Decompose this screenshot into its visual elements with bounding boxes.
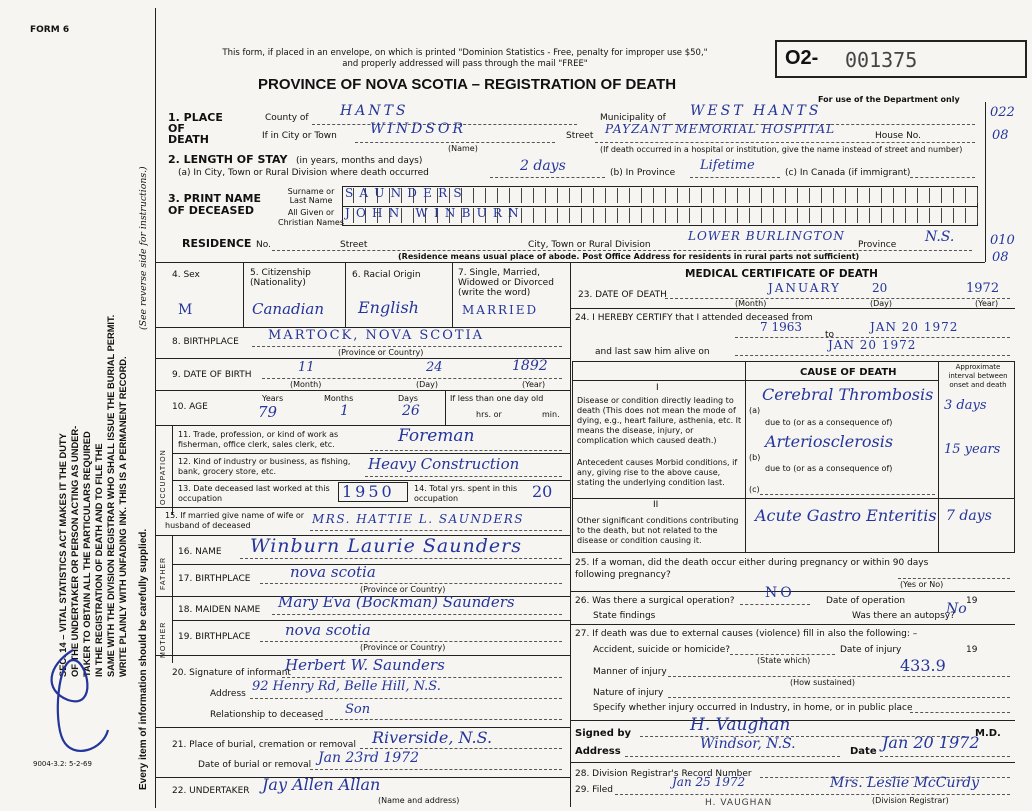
signed-value[interactable]: H. Vaughan bbox=[690, 715, 791, 735]
state-findings: State findings bbox=[593, 611, 656, 621]
occupation-side: OCCUPATION bbox=[160, 449, 167, 505]
dob-label: 9. DATE OF BIRTH bbox=[172, 370, 252, 380]
spouse-label: 15. If married give name of wife or husband of deceased bbox=[165, 511, 305, 530]
birthplace-line bbox=[252, 346, 562, 347]
residence-hint: (Residence means usual place of abode. Post Office Address for residents in rural parts not sufficient) bbox=[398, 252, 860, 261]
q29-line bbox=[615, 794, 1010, 795]
total-years-label: 14. Total yrs. spent in this occupation bbox=[414, 484, 518, 503]
street-label: Street bbox=[566, 131, 594, 141]
last-worked-label: 13. Date deceased last worked at this occupation bbox=[178, 484, 330, 503]
undertaker-value[interactable]: Jay Allen Allan bbox=[262, 775, 381, 794]
deceased-label: 3. PRINT NAME OF DECEASED bbox=[168, 192, 262, 217]
hospital-hint: (If death occurred in a hospital or institution, give the name instead of street and number) bbox=[600, 145, 963, 154]
direct-label: Disease or condition directly leading to death (This does not mean the mode of dying, e.g., heart failure, asthenia, etc. It means the disease, injury, or complication which caused death.) bbox=[577, 396, 742, 445]
county-label: County of bbox=[265, 113, 309, 123]
marital-value[interactable]: MARRIED bbox=[462, 303, 539, 317]
sex-value[interactable]: M bbox=[178, 302, 193, 318]
autopsy-label: Was there an autopsy? bbox=[852, 611, 955, 621]
rel-line bbox=[315, 719, 562, 720]
other-label: Other significant conditions contributing to the death, but not related to the disease or condition causing it. bbox=[577, 516, 739, 545]
burial-date-label: Date of burial or removal bbox=[198, 760, 312, 770]
informant-line bbox=[282, 677, 562, 678]
side-line-4: IN THE REGISTRATION OF DEATH AND TO FILE THE bbox=[94, 443, 104, 677]
mother-bp-hint: (Province or Country) bbox=[360, 643, 446, 652]
mother-name-label: 18. MAIDEN NAME bbox=[178, 605, 261, 615]
attended-from[interactable]: 7 1963 bbox=[760, 320, 802, 334]
surname-value[interactable]: SAUNDERS bbox=[345, 186, 468, 200]
informant-addr-label: Address bbox=[210, 689, 246, 699]
parents-div bbox=[172, 535, 173, 663]
stay-b-value[interactable]: Lifetime bbox=[700, 158, 755, 173]
dept-column bbox=[985, 102, 986, 262]
autopsy-value[interactable]: No bbox=[946, 601, 967, 617]
div-registrar-hint: (Division Registrar) bbox=[872, 796, 949, 805]
undertaker-label: 22. UNDERTAKER bbox=[172, 786, 250, 796]
nature-label: Nature of injury bbox=[593, 688, 664, 698]
burial-place-line bbox=[360, 748, 562, 749]
trade-value[interactable]: Foreman bbox=[398, 426, 475, 446]
death-date-label: 23. DATE OF DEATH bbox=[578, 290, 667, 300]
death-month-hint: (Month) bbox=[735, 299, 767, 308]
q26-value[interactable]: NO bbox=[765, 585, 795, 601]
street-value[interactable]: PAYZANT MEMORIAL HOSPITAL bbox=[605, 122, 836, 136]
date-line bbox=[880, 756, 1010, 757]
industry-q: Specify whether injury occurred in Industry, in home, or in public place bbox=[593, 703, 913, 713]
mother-bp-label: 19. BIRTHPLACE bbox=[178, 632, 251, 642]
city-line bbox=[355, 142, 555, 143]
spouse-value[interactable]: MRS. HATTIE L. SAUNDERS bbox=[312, 512, 524, 526]
row-line-6 bbox=[172, 480, 570, 481]
age-months-label: Months bbox=[324, 394, 354, 403]
stay-label: 2. LENGTH OF STAY bbox=[168, 153, 288, 166]
row-line-4 bbox=[155, 425, 570, 426]
q26-line bbox=[740, 604, 810, 605]
informant-sig[interactable]: Herbert W. Saunders bbox=[285, 656, 445, 674]
age-years[interactable]: 79 bbox=[258, 403, 278, 421]
residence-label: RESIDENCE bbox=[182, 237, 252, 250]
signed-label: Signed by bbox=[575, 728, 632, 739]
cause-a[interactable]: Cerebral Thrombosis bbox=[762, 385, 934, 404]
q25: 25. If a woman, did the death occur either during pregnancy or within 90 days following pregnancy? bbox=[575, 558, 929, 580]
informant-addr[interactable]: 92 Henry Rd, Belle Hill, N.S. bbox=[252, 679, 441, 694]
informant-addr-line bbox=[250, 698, 562, 699]
dept-use: For use of the Department only bbox=[818, 95, 960, 104]
q27: 27. If death was due to external causes (violence) fill in also the following: – bbox=[575, 629, 918, 639]
filed-date[interactable]: Jan 25 1972 bbox=[672, 775, 746, 789]
med-line-5 bbox=[570, 762, 1015, 763]
due-to-2: due to (or as a consequence of) bbox=[765, 464, 893, 473]
nature-line bbox=[668, 697, 1010, 698]
form-number: FORM 6 bbox=[30, 25, 70, 35]
burial-label: 21. Place of burial, cremation or removal bbox=[172, 740, 356, 750]
father-name-label: 16. NAME bbox=[178, 547, 222, 557]
accident-label: Accident, suicide or homicide? bbox=[593, 645, 731, 655]
frame-left bbox=[155, 8, 156, 808]
interval-label: Approximate interval between onset and death bbox=[948, 363, 1008, 389]
yes-no-hint: (Yes or No) bbox=[900, 580, 944, 589]
med-line-4 bbox=[570, 720, 1015, 721]
age-label: 10. AGE bbox=[172, 402, 208, 412]
marital-label: 7. Single, Married, Widowed or Divorced (write the word) bbox=[458, 268, 554, 298]
dept-code-1: 022 bbox=[990, 105, 1015, 120]
antecedent-label: Antecedent causes Morbid conditions, if any, giving rise to the above cause, stating the underlying condition last. bbox=[577, 458, 738, 487]
q29: 29. Filed bbox=[575, 785, 613, 795]
citizenship-label: 5. Citizenship (Nationality) bbox=[250, 268, 311, 288]
address-label: Address bbox=[575, 746, 621, 757]
injury-date-label: Date of injury bbox=[840, 645, 902, 655]
q28: 28. Division Registrar's Record Number bbox=[575, 769, 752, 779]
accident-line bbox=[730, 654, 835, 655]
given-value[interactable]: JOHN WINBURN bbox=[345, 206, 525, 220]
col-div-1 bbox=[243, 262, 244, 327]
physician-stamp: H. VAUGHAN bbox=[705, 798, 773, 808]
birthplace-hint: (Province or Country) bbox=[338, 348, 424, 357]
father-name-line bbox=[240, 558, 562, 559]
rel-value[interactable]: Son bbox=[345, 702, 371, 717]
house-label: House No. bbox=[875, 131, 922, 141]
date-label: Date bbox=[850, 746, 877, 757]
print-code: 9004-3.2: 5-2-69 bbox=[33, 760, 92, 768]
cause-a-marker: (a) bbox=[749, 406, 761, 415]
row-line-5 bbox=[172, 453, 570, 454]
q26: 26. Was there a surgical operation? bbox=[575, 596, 735, 606]
municipality-label: Municipality of bbox=[600, 113, 666, 123]
age-days-label: Days bbox=[398, 394, 418, 403]
death-year-hint: (Year) bbox=[975, 299, 999, 308]
less-day-label: If less than one day old bbox=[450, 394, 544, 403]
manner-line bbox=[668, 676, 1010, 677]
residence-division-label: City, Town or Rural Division bbox=[528, 240, 651, 250]
death-date-line bbox=[665, 298, 1010, 299]
father-side: FATHER bbox=[160, 556, 167, 590]
stay-a-value[interactable]: 2 days bbox=[520, 158, 566, 174]
cause-b-interval[interactable]: 15 years bbox=[944, 442, 1001, 457]
trade-line bbox=[370, 450, 562, 451]
given-label: All Given or Christian Names bbox=[278, 208, 344, 227]
cause-b[interactable]: Arteriosclerosis bbox=[765, 432, 894, 451]
municipality-value[interactable]: WEST HANTS bbox=[690, 103, 822, 119]
attended-to-label: to bbox=[825, 330, 835, 340]
spouse-line bbox=[310, 530, 562, 531]
racial-label: 6. Racial Origin bbox=[352, 270, 421, 280]
burial-place[interactable]: Riverside, N.S. bbox=[372, 728, 493, 747]
city-value[interactable]: WINDSOR bbox=[370, 121, 467, 137]
md-label: M.D. bbox=[975, 728, 1001, 739]
mother-name-line bbox=[272, 614, 562, 615]
burial-date[interactable]: Jan 23rd 1972 bbox=[318, 750, 419, 766]
form-title: PROVINCE OF NOVA SCOTIA – REGISTRATION OF DEATH bbox=[258, 76, 677, 93]
address-line bbox=[625, 756, 840, 757]
father-bp-line bbox=[260, 583, 562, 584]
industry-value[interactable]: Heavy Construction bbox=[368, 455, 520, 473]
dob-month[interactable]: 11 bbox=[298, 360, 315, 375]
state-which: (State which) bbox=[757, 656, 811, 665]
cause-mid-line bbox=[572, 498, 1015, 499]
mother-name[interactable]: Mary Eva (Bockman) Saunders bbox=[278, 593, 515, 611]
dob-day-hint: (Day) bbox=[416, 380, 439, 389]
dob-line bbox=[262, 378, 562, 379]
q25-line bbox=[898, 578, 1010, 579]
row-line-2 bbox=[155, 358, 570, 359]
dob-year[interactable]: 1892 bbox=[512, 358, 548, 374]
burial-date-line bbox=[310, 769, 562, 770]
cause-title: CAUSE OF DEATH bbox=[800, 367, 897, 378]
row-line-3 bbox=[155, 390, 570, 391]
row-line-11 bbox=[172, 620, 570, 621]
death-day[interactable]: 20 bbox=[872, 281, 888, 295]
due-to-1: due to (or as a consequence of) bbox=[765, 418, 893, 427]
residence-no: No. bbox=[256, 240, 271, 250]
date-value[interactable]: Jan 20 1972 bbox=[882, 733, 980, 752]
side-note: Every item of information should be carefully supplied. bbox=[138, 528, 149, 790]
row-line-7 bbox=[155, 507, 570, 508]
father-bp[interactable]: nova scotia bbox=[290, 563, 376, 581]
name-hint: (Name) bbox=[448, 144, 478, 153]
city-label: If in City or Town bbox=[262, 131, 337, 141]
death-year[interactable]: 1972 bbox=[966, 281, 1000, 296]
father-bp-hint: (Province or Country) bbox=[360, 585, 446, 594]
mother-bp-line bbox=[260, 641, 562, 642]
address-value[interactable]: Windsor, N.S. bbox=[700, 736, 796, 752]
dob-year-hint: (Year) bbox=[522, 380, 546, 389]
stay-b-line bbox=[690, 177, 780, 178]
industry-label: 12. Kind of industry or business, as fishing, bank, grocery store, etc. bbox=[178, 457, 351, 476]
county-value[interactable]: HANTS bbox=[340, 103, 409, 119]
mother-side: MOTHER bbox=[160, 621, 167, 658]
occ-div bbox=[172, 425, 173, 515]
dept-code-2: 08 bbox=[992, 128, 1009, 143]
death-day-hint: (Day) bbox=[870, 299, 893, 308]
stay-c-line bbox=[910, 177, 975, 178]
cause-a-interval[interactable]: 3 days bbox=[944, 398, 987, 413]
stay-a-line bbox=[490, 177, 605, 178]
sustained-hint: (How sustained) bbox=[790, 678, 855, 687]
interval-div bbox=[938, 361, 939, 553]
margin-scribble bbox=[28, 630, 123, 770]
row-line-13 bbox=[155, 727, 570, 728]
rel-label: Relationship to deceased bbox=[210, 710, 324, 720]
side-line-2: OF THE UNDERTAKER OR PERSON ACTING AS UNDER- bbox=[70, 425, 80, 677]
dob-month-hint: (Month) bbox=[290, 380, 322, 389]
dob-day[interactable]: 24 bbox=[426, 360, 443, 375]
other-cause[interactable]: Acute Gastro Enteritis bbox=[755, 506, 937, 525]
stay-hint: (in years, months and days) bbox=[296, 156, 423, 166]
side-line-1: SEC. 14 – VITAL STATISTICS ACT MAKES IT THE DUTY bbox=[58, 433, 68, 677]
side-line-3: TAKER TO OBTAIN ALL THE PARTICULARS REQUIRED bbox=[82, 431, 92, 677]
industry-line bbox=[365, 476, 562, 477]
last-saw-line bbox=[735, 355, 1010, 356]
dept-code-3: 010 bbox=[990, 233, 1015, 248]
age-months[interactable]: 1 bbox=[340, 403, 349, 419]
mother-bp[interactable]: nova scotia bbox=[285, 621, 371, 639]
undertaker-hint: (Name and address) bbox=[378, 796, 460, 805]
residence-line bbox=[272, 250, 972, 251]
stay-a-label: (a) In City, Town or Rural Division where death occurred bbox=[178, 168, 429, 178]
total-years-value[interactable]: 20 bbox=[532, 482, 553, 501]
father-bp-label: 17. BIRTHPLACE bbox=[178, 574, 251, 584]
informant-label: 20. Signature of informant bbox=[172, 668, 291, 678]
birthplace-value[interactable]: MARTOCK, NOVA SCOTIA bbox=[268, 328, 485, 343]
col-div-2 bbox=[345, 262, 346, 327]
op-date-label: Date of operation bbox=[826, 596, 906, 606]
last-worked-value[interactable]: 1950 bbox=[342, 482, 395, 501]
residence-province[interactable]: N.S. bbox=[925, 229, 955, 245]
col-div-3 bbox=[452, 262, 453, 327]
sig-code[interactable]: 433.9 bbox=[900, 656, 946, 675]
age-div bbox=[445, 390, 446, 425]
dept-code-4: 08 bbox=[992, 250, 1009, 265]
sex-label: 4. Sex bbox=[172, 270, 200, 280]
hrs-label: hrs. or bbox=[476, 410, 502, 419]
side-line-5: SAME WITH THE DIVISION REGISTRAR WHO SHALL ISSUE THE BURIAL PERMIT. bbox=[106, 314, 116, 677]
side-line-6: WRITE PLAINLY WITH UNFADING INK. THIS IS A PERMANENT RECORD. bbox=[118, 356, 128, 677]
cause-title-line bbox=[572, 380, 938, 381]
place-label: 1. PLACE OF DEATH bbox=[168, 111, 223, 146]
reg-number: 001375 bbox=[845, 48, 918, 72]
death-month[interactable]: JANUARY bbox=[768, 281, 841, 295]
registrar-sig[interactable]: Mrs. Leslie McCurdy bbox=[830, 775, 980, 791]
residence-division[interactable]: LOWER BURLINGTON bbox=[688, 229, 845, 243]
min-label: min. bbox=[542, 410, 560, 419]
injury-date-yr: 19 bbox=[966, 645, 978, 655]
cause-c-marker: (c) bbox=[749, 485, 760, 494]
manner-label: Manner of injury bbox=[593, 667, 667, 677]
med-line-1 bbox=[570, 308, 1015, 309]
cause-c-line bbox=[760, 494, 935, 495]
age-days[interactable]: 26 bbox=[402, 403, 420, 419]
other-interval[interactable]: 7 days bbox=[946, 508, 992, 524]
medical-title: MEDICAL CERTIFICATE OF DEATH bbox=[685, 268, 878, 280]
residence-province-label: Province bbox=[858, 240, 897, 250]
reverse-note: (See reverse side for instructions.) bbox=[138, 166, 149, 330]
stay-b-label: (b) In Province bbox=[610, 168, 676, 178]
street-line bbox=[595, 142, 975, 143]
birthplace-label: 8. BIRTHPLACE bbox=[172, 337, 239, 347]
racial-value[interactable]: English bbox=[358, 298, 419, 317]
last-saw-value[interactable]: JAN 20 1972 bbox=[828, 338, 917, 352]
stay-c-label: (c) In Canada (if immigrant) bbox=[785, 168, 911, 178]
mail-instruction: This form, if placed in an envelope, on which is printed "Dominion Statistics - Free, penalty for improper use $50," and properly addressed will pass through the mail "FREE" bbox=[222, 48, 708, 69]
father-name[interactable]: Winburn Laurie Saunders bbox=[250, 535, 522, 557]
last-saw-label: and last saw him alive on bbox=[595, 347, 710, 357]
cause-b-marker: (b) bbox=[749, 453, 761, 462]
industry-q-line bbox=[910, 712, 1010, 713]
attended-label: 24. I HEREBY CERTIFY that I attended deceased from bbox=[575, 313, 813, 323]
cause-div bbox=[745, 361, 746, 553]
residence-street: Street bbox=[340, 240, 368, 250]
med-line-3 bbox=[570, 624, 1015, 625]
citizenship-value[interactable]: Canadian bbox=[252, 300, 325, 318]
reg-prefix: O2- bbox=[785, 47, 819, 69]
table-divider bbox=[570, 262, 571, 807]
roman-1: I bbox=[656, 383, 659, 393]
surname-label: Surname or Last Name bbox=[287, 187, 335, 205]
age-years-label: Years bbox=[262, 394, 284, 403]
attended-to[interactable]: JAN 20 1972 bbox=[870, 320, 959, 334]
trade-label: 11. Trade, profession, or kind of work as fisherman, office clerk, sales clerk, etc. bbox=[178, 430, 339, 449]
roman-2: II bbox=[653, 500, 659, 510]
op-date-yr: 19 bbox=[966, 596, 978, 606]
